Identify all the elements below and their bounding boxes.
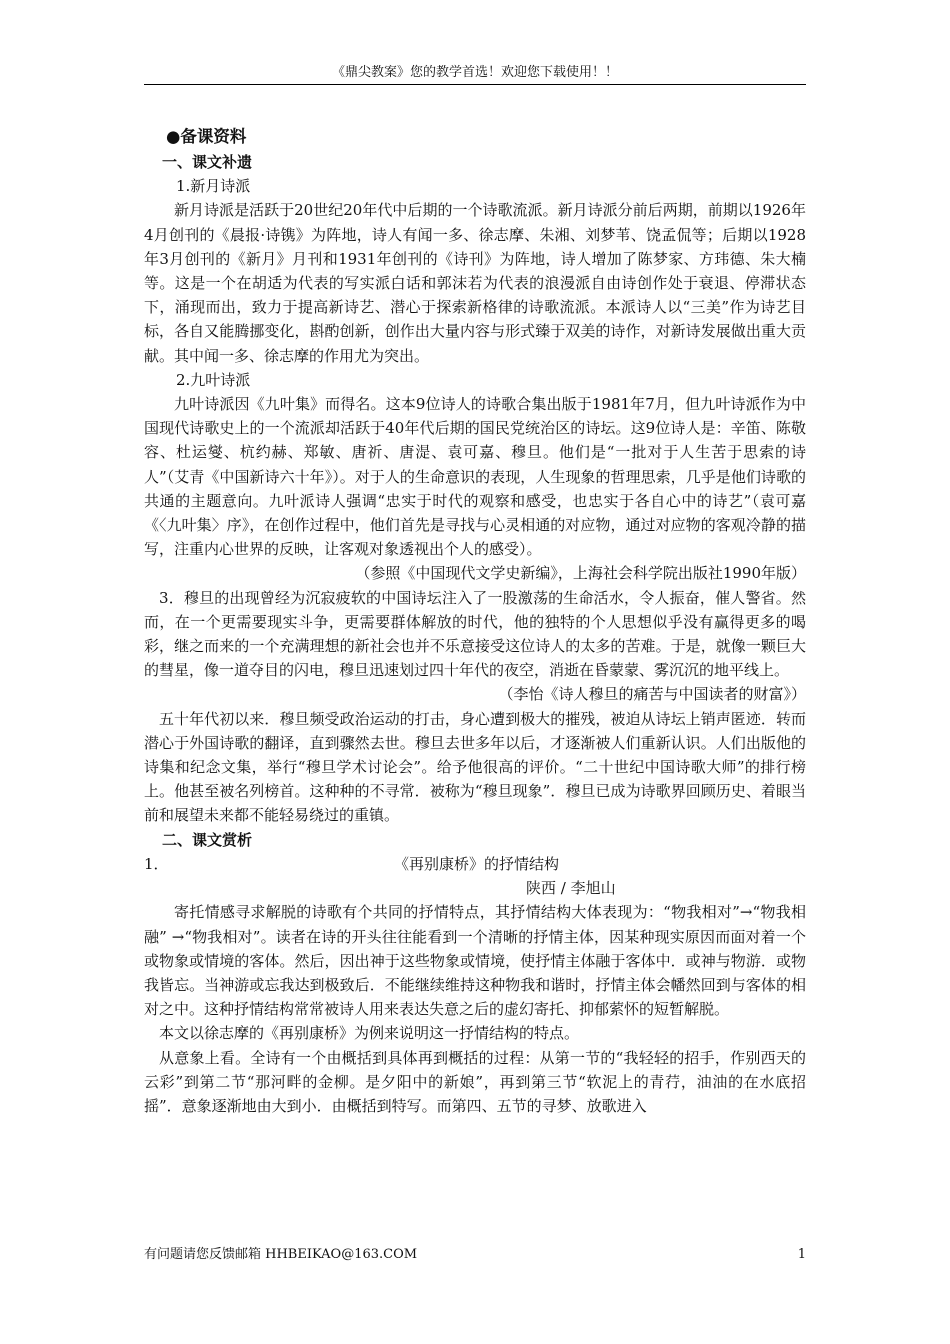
- article-number: 1．: [144, 854, 169, 873]
- article-paragraph-2: 本文以徐志摩的《再别康桥》为例来说明这一抒情结构的特点。: [159, 1024, 580, 1043]
- article-title: 《再别康桥》的抒情结构: [394, 854, 560, 873]
- header-text: 《鼎尖教案》您的教学首选！欢迎您下载使用！！: [331, 65, 618, 80]
- item3-citation: （李怡《诗人穆旦的痛苦与中国读者的财富》）: [498, 685, 806, 704]
- item3-paragraph: 3．穆旦的出现曾经为沉寂疲软的中国诗坛注入了一股激荡的生命活水，令人振奋，催人警省。然而，在一个更需要现实斗争，更需要群体解放的时代，他的独特的个人思想似乎没有赢得更多的喝彩，继之而来的一个充满理想的新社会也并不乐意接受这位诗人的太多的苦难。于是，就像一颗巨大的彗星，像一道夺目的闪电，穆旦迅速划过四十年代的夜空，消逝在昏蒙蒙、雾沉沉的地平线上。: [144, 588, 806, 680]
- page-footer: [144, 1246, 806, 1264]
- part2-heading: 二、课文赏析: [162, 830, 253, 849]
- item2-paragraph: 九叶诗派因《九叶集》而得名。这本9位诗人的诗歌合集出版于1981年7月，但九叶诗派作为中国现代诗歌史上的一个流派却活跃于40年代后期的国民党统治区的诗坛。这9位诗人是：辛笛、陈敬容、杜运燮、杭约赫、郑敏、唐祈、唐湜、袁可嘉、穆旦。他们是“一批对于人生苦于思索的诗人”（艾青《中国新诗六十年》）。对于人的生命意识的表现，人生现象的哲理思索，几乎是他们诗歌的共通的主题意向。九叶派诗人强调“忠实于时代的观察和感受，也忠实于各自心中的诗艺”（袁可嘉《〈九叶集〉序》，在创作过程中，他们首先是寻找与心灵相通的对应物，通过对应物的客观冷静的描写，注重内心世界的反映，让客观对象透视出个人的感受）。: [144, 395, 806, 559]
- item2-citation: （参照《中国现代文学史新编》，上海社会科学院出版社1990年版）: [355, 564, 806, 583]
- item3-paragraph-2: 五十年代初以来．穆旦频受政治运动的打击，身心遭到极大的摧残，被迫从诗坛上销声匿迹．转而潜心于外国诗歌的翻译，直到骤然去世。穆旦去世多年以后，才逐渐被人们重新认识。人们出版他的诗集和纪念文集，举行“穆旦学术讨论会”。给予他很高的评价。“二十世纪中国诗歌大师”的排行榜上。他甚至被名列榜首。这种种的不寻常．被称为“穆旦现象”．穆旦已成为诗歌界回顾历史、着眼当前和展望未来都不能轻易绕过的重镇。: [144, 709, 806, 825]
- article-paragraph-1: 寄托情感寻求解脱的诗歌有个共同的抒情特点，其抒情结构大体表现为：“物我相对”→“物我相融” →“物我相对”。读者在诗的开头往往能看到一个清晰的抒情主体，因某种现实原因而面对着一个或物象或情境的客体。然后，因出神于这些物象或情境，使抒情主体融于客体中．或神与物游．或物我皆忘。当神游或忘我达到极致后．不能继续维持这种物我和谐时，抒情主体会幡然回到与客体的相对之中。这种抒情结构常常被诗人用来表达失意之后的虚幻寄托、抑郁萦怀的短暂解脱。: [144, 903, 806, 1019]
- item1-title: 1.新月诗派: [176, 177, 251, 196]
- article-paragraph-3: 从意象上看。全诗有一个由概括到具体再到概括的过程：从第一节的“我轻轻的招手，作别西天的云彩”到第二节“那河畔的金柳。是夕阳中的新娘”，再到第三节“软泥上的青荇，油油的在水底招摇”．意象逐渐地由大到小．由概括到特写。而第四、五节的寻梦、放歌进入: [144, 1048, 806, 1115]
- part1-heading: 一、课文补遗: [162, 153, 253, 171]
- section-title: ●备课资料: [166, 127, 247, 146]
- item1-paragraph: 新月诗派是活跃于20世纪20年代中后期的一个诗歌流派。新月诗派分前后两期，前期以1926年4月创刊的《晨报·诗镌》为阵地，诗人有闻一多、徐志摩、朱湘、刘梦苇、饶孟侃等；后期以1928年3月创刊的《新月》月刊和1931年创刊的《诗刊》为阵地，诗人增加了陈梦家、方玮德、朱大楠等。这是一个在胡适为代表的写实派白话和郭沫若为代表的浪漫派自由诗创作处于衰退、停滞状态下，涌现而出，致力于提高新诗艺、潜心于探索新格律的诗歌流派。本派诗人以“三美”作为诗艺目标，各自又能腾挪变化，斟酌创新，创作出大量内容与形式臻于双美的诗作，对新诗发展做出重大贡献。其中闻一多、徐志摩的作用尤为突出。: [144, 201, 806, 365]
- document-body: [144, 124, 806, 1118]
- footer-text: 有问题请您反馈邮箱 HHBEIKAO@163.COM: [144, 1247, 418, 1262]
- page-number: 1: [797, 1247, 806, 1262]
- page-header: [144, 64, 806, 85]
- article-author: 陕西 / 李旭山: [526, 879, 616, 898]
- item2-title: 2.九叶诗派: [176, 370, 251, 389]
- article-title-row: [144, 852, 806, 876]
